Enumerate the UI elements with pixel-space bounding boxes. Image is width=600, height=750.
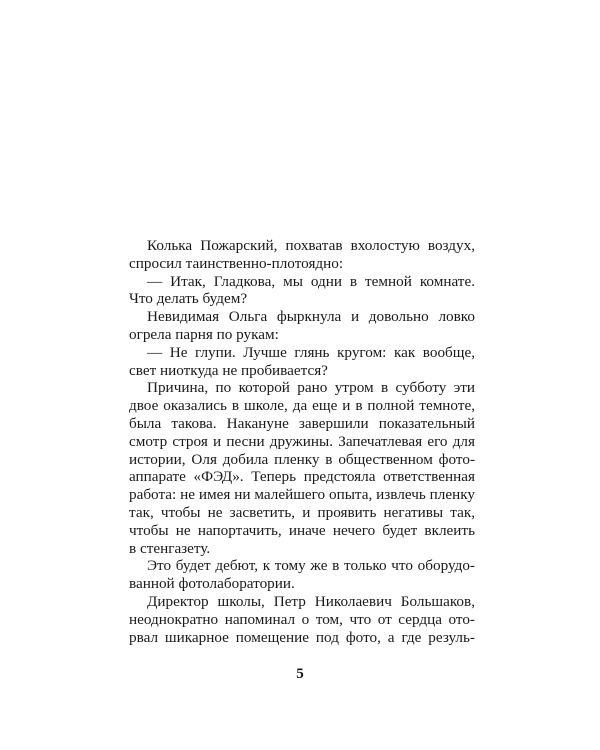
text-line: в стенгазету. bbox=[129, 539, 211, 557]
text-line: двое оказались в школе, да еще и в полной темноте, bbox=[129, 397, 475, 415]
text-line: спросил таинственно-плотоядно: bbox=[129, 254, 344, 272]
text-line: ванной фотолаборатории. bbox=[129, 575, 295, 593]
text-line: Что делать будем? bbox=[129, 290, 248, 308]
text-line: неоднократно напоминал о том, что от сердца ото- bbox=[129, 610, 475, 628]
text-line: Причина, по которой рано утром в субботу эти bbox=[147, 379, 475, 397]
text-line: аппарате «ФЭД». Теперь предстояла ответственная bbox=[129, 468, 475, 486]
text-line: — Не глупи. Лучше глянь кругом: как вообще, bbox=[147, 343, 475, 361]
text-line: была такова. Накануне завершили показательный bbox=[129, 414, 475, 432]
text-line: — Итак, Гладкова, мы одни в темной комнате. bbox=[147, 272, 475, 290]
text-line: свет ниоткуда не пробивается? bbox=[129, 361, 328, 379]
body-text bbox=[129, 237, 475, 646]
text-line: Это будет дебют, к тому же в только что оборудо- bbox=[147, 557, 475, 575]
page-number: 5 bbox=[296, 666, 304, 682]
text-line: Колька Пожарский, похватав вхолостую воздух, bbox=[147, 237, 475, 254]
text-line: Невидимая Ольга фыркнула и довольно ловко bbox=[147, 308, 475, 326]
text-line: работа: не имея ни малейшего опыта, извлечь пленку bbox=[129, 486, 475, 504]
text-line: так, чтобы не засветить, и проявить негативы так, bbox=[129, 503, 475, 521]
text-line: Директор школы, Петр Николаевич Большаков, bbox=[147, 592, 475, 610]
text-line: смотр строя и песни дружины. Запечатлевая его для bbox=[129, 432, 475, 450]
text-line: рвал шикарное помещение под фото, а где резуль- bbox=[129, 628, 475, 646]
text-line: огрела парня по рукам: bbox=[129, 325, 279, 343]
text-line: чтобы не напортачить, иначе нечего будет вклеить bbox=[129, 521, 475, 539]
text-line: истории, Оля добила пленку в общественном фото- bbox=[129, 450, 475, 468]
